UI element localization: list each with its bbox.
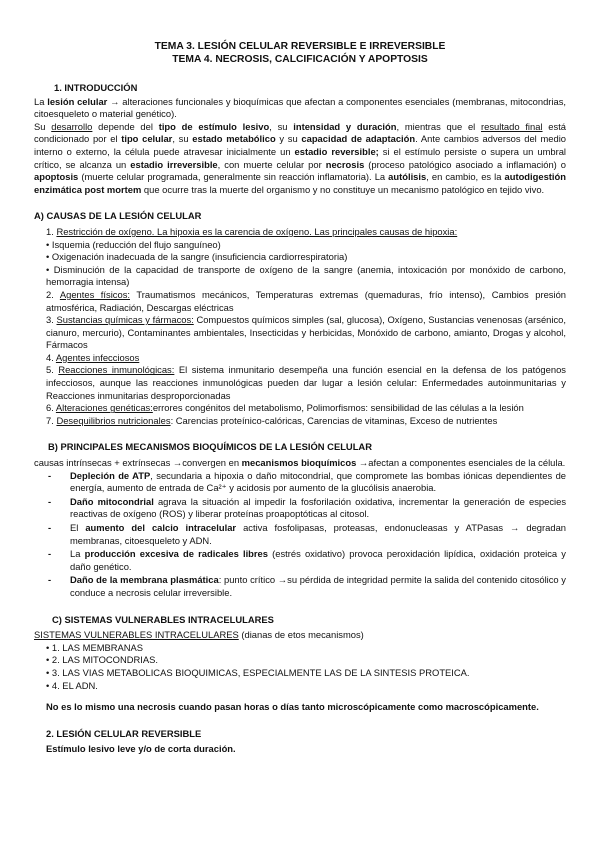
mecanismos-intro: causas intrínsecas + extrínsecas →convergen en mecanismos bioquímicos →afectan a componentes esenciales de la célula.	[34, 457, 566, 469]
heading-mecanismos: B) PRINCIPALES MECANISMOS BIOQUÍMICOS DE LA LESIÓN CELULAR	[48, 441, 372, 453]
dash-marker: -	[48, 469, 52, 481]
hipoxia-bullet-1: • Isquemia (reducción del flujo sanguíneo)	[46, 238, 221, 250]
causa-item-2: 2. Agentes físicos: Traumatismos mecánicos, Temperaturas extremas (quemaduras, frío intenso), Cambios presión atmosférica, Radiación, Descargas eléctricas	[46, 288, 566, 313]
sistema-item-1: • 1. LAS MEMBRANAS	[46, 641, 144, 653]
mecanismo-atp: - Depleción de ATP, secundaria a hipoxia o daño mitocondrial, que compromete las bombas iónicas dependientes de energía, aumento de entrada de Ca²⁺ y acidosis por aumento de la glucólisis anaerobia.	[48, 469, 567, 494]
document-page	[34, 40, 566, 756]
title-tema-3: TEMA 3. LESIÓN CELULAR REVERSIBLE E IRREVERSIBLE	[154, 41, 446, 52]
hipoxia-bullet-3: • Disminución de la capacidad de transporte de oxígeno de la sangre (anemia, intoxicación por monóxido de carbono, hemorragia intensa)	[46, 263, 566, 288]
hipoxia-bullet-2: • Oxigenación inadecuada de la sangre (insuficiencia cardiorrespiratoria)	[46, 251, 348, 263]
intro-paragraph-1: La lesión celular → alteraciones funcionales y bioquímicas que afectan a componentes esenciales (membranas, mitocondrias, citoesqueleto o material genético).	[34, 95, 566, 120]
dash-marker: -	[48, 574, 52, 586]
causas-list	[34, 226, 566, 428]
intro-paragraph-2: Su desarrollo depende del tipo de estímulo lesivo, su intensidad y duración, mientras que el resultado final está condicionado por el tipo celular, su estado metabólico y su capacidad de adaptación. Ante cambios adversos del medio interno o externo, la célula puede atravesar inicialmente un estadio reversible; si el estímulo persiste o supera un umbral crítico, se alcanza un estadio irreversible, con muerte celular por necrosis (proceso patológico asociado a inflamación) o apoptosis (muerte celular programada, generalmente sin reacción inflamatoria). La autólisis, en cambio, es la autodigestión enzimática post mortem que ocurre tras la muerte del organismo y no constituye un mecanismo patológico en tejido vivo.	[34, 120, 567, 195]
sistema-item-2: • 2. LAS MITOCONDRIAS.	[46, 654, 158, 666]
necrosis-note: No es lo mismo una necrosis cuando pasan horas o días tanto microscópicamente como macroscópicamente.	[46, 701, 539, 713]
mecanismo-calcio: - El aumento del calcio intracelular activa fosfolipasas, proteasas, endonucleasas y ATPasas → degradan membranas, citoesqueleto y ADN.	[48, 522, 567, 546]
heading-introduccion: 1. INTRODUCCIÓN	[54, 82, 138, 93]
dash-marker: -	[48, 495, 52, 507]
sistema-item-4: • 4. EL ADN.	[46, 679, 98, 691]
dash-marker: -	[48, 548, 52, 560]
title-tema-4: TEMA 4. NECROSIS, CALCIFICACIÓN Y APOPTOSIS	[172, 54, 428, 65]
mecanismo-membrana: - Daño de la membrana plasmática: punto crítico →su pérdida de integridad permite la salida del contenido citosólico y conduce a necrosis celular irreversible.	[48, 574, 566, 598]
heading-lesion-reversible: 2. LESIÓN CELULAR REVERSIBLE	[46, 727, 202, 739]
causa-item-7: 7. Desequilibrios nutricionales: Carencias proteínico-calóricas, Carencias de vitaminas, Exceso de nutrientes	[46, 414, 498, 426]
causa-item-4: 4. Agentes infecciosos	[46, 351, 140, 363]
heading-causas: A) CAUSAS DE LA LESIÓN CELULAR	[34, 210, 202, 222]
causa-item-5: 5. Reacciones inmunológicas: El sistema inmunitario desempeña una función esencial en la defensa de los patógenos infecciosos, aunque las reacciones inmunológicas pueden dar lugar a lesión celular: Enfermedades autoinmunitarias y Reacciones inmunitarias desproporcionadas	[46, 364, 566, 401]
causa-item-6: 6. Alteraciones genéticas:errores congénitos del metabolismo, Polimorfismos: sensibilidad de las células a la lesión	[46, 402, 524, 414]
causa-item-3: 3. Sustancias químicas y fármacos: Compuestos químicos simples (sal, glucosa), Oxígeno, Sustancias venenosas (arsénico, cianuro, mercurio), Contaminantes ambientales, Insecticidas y herbicidas, Monóxido de carbono, amianto, Drogas y alcohol, Fármacos	[46, 314, 566, 351]
mecanismo-radicales: - La producción excesiva de radicales libres (estrés oxidativo) provoca peroxidación lipídica, oxidación proteica y daño genético.	[48, 548, 566, 572]
dash-marker: -	[48, 522, 52, 533]
lesion-reversible-subtitle: Estímulo lesivo leve y/o de corta duración.	[46, 743, 236, 755]
heading-sistemas: C) SISTEMAS VULNERABLES INTRACELULARES	[52, 613, 274, 625]
causa-item-1: 1. Restricción de oxígeno. La hipoxia es la carencia de oxígeno. Las principales causas de hipoxia:	[46, 225, 458, 237]
sistema-item-3: • 3. LAS VIAS METABOLICAS BIOQUIMICAS, ESPECIALMENTE LAS DE LA SINTESIS PROTEICA.	[46, 666, 470, 678]
sistemas-list	[34, 642, 566, 692]
sistemas-subtitle: SISTEMAS VULNERABLES INTRACELULARES (dianas de etos mecanismos)	[34, 629, 364, 641]
mecanismo-mitocondrial: - Daño mitocondrial agrava la situación al impedir la fosforilación oxidativa, incrementar la generación de especies reactivas de oxígeno (ROS) y liberar proteínas proapoptóticas al citosol.	[48, 495, 567, 520]
